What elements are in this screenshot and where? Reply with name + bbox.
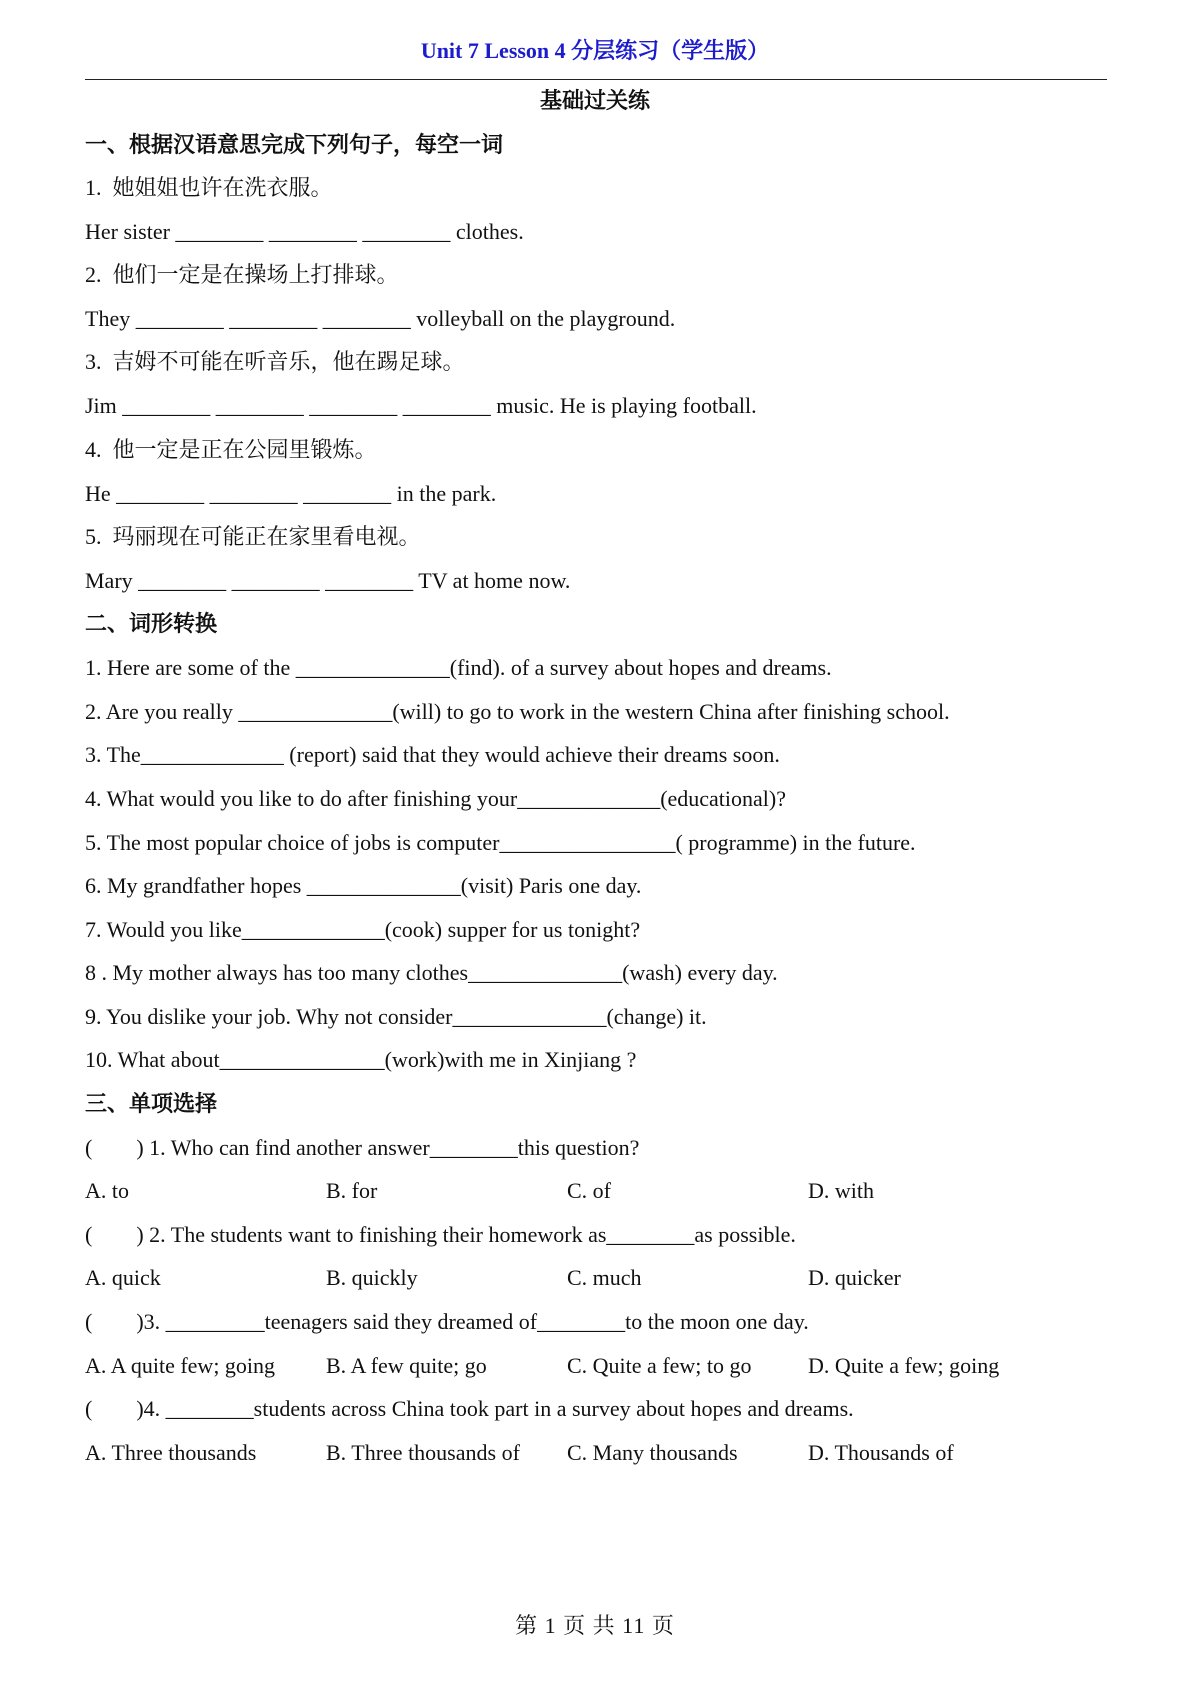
section1-item-2-english: They ________ ________ ________ volleyball on the playground.	[85, 306, 676, 331]
section2-item-1: 1. Here are some of the ______________(find). of a survey about hopes and dreams.	[85, 655, 832, 680]
section2-item-3: 3. The_____________ (report) said that they would achieve their dreams soon.	[85, 742, 780, 767]
document-title: Unit 7 Lesson 4 分层练习（学生版）	[420, 38, 770, 63]
section3-question-4-option-a: A. Three thousands	[85, 1440, 257, 1465]
section2-item-10: 10. What about_______________(work)with me in Xinjiang ?	[85, 1047, 637, 1072]
page-number-footer: 第 1 页 共 11 页	[515, 1613, 675, 1638]
section2-item-6: 6. My grandfather hopes ______________(visit) Paris one day.	[85, 873, 642, 898]
section3-question-1-option-a: A. to	[85, 1178, 129, 1203]
section3-question-2-stem: ( ) 2. The students want to finishing their homework as________as possible.	[85, 1222, 796, 1247]
section3-question-4-stem: ( )4. ________students across China took part in a survey about hopes and dreams.	[85, 1396, 854, 1421]
section3-question-3-option-c: C. Quite a few; to go	[567, 1353, 752, 1378]
section3-question-2-option-d: D. quicker	[808, 1265, 901, 1290]
section3-question-2-option-b: B. quickly	[326, 1265, 418, 1290]
section2-heading: 二、词形转换	[85, 611, 218, 636]
section3-question-3-option-d: D. Quite a few; going	[808, 1353, 1000, 1378]
section1-item-3-english: Jim ________ ________ ________ ________ music. He is playing football.	[85, 393, 757, 418]
section3-question-1-option-c: C. of	[567, 1178, 611, 1203]
section1-item-5-english: Mary ________ ________ ________ TV at home now.	[85, 568, 571, 593]
section1-heading: 一、根据汉语意思完成下列句子，每空一词	[85, 132, 504, 157]
header-divider	[85, 79, 1107, 80]
section3-question-1-option-d: D. with	[808, 1178, 874, 1203]
section1-item-1-chinese: 1. 她姐姐也许在洗衣服。	[85, 175, 333, 200]
section3-question-4-option-b: B. Three thousands of	[326, 1440, 520, 1465]
section2-item-7: 7. Would you like_____________(cook) supper for us tonight?	[85, 917, 641, 942]
section2-item-4: 4. What would you like to do after finishing your_____________(educational)?	[85, 786, 787, 811]
section3-question-3-option-a: A. A quite few; going	[85, 1353, 276, 1378]
section3-question-2-option-a: A. quick	[85, 1265, 161, 1290]
section1-item-4-english: He ________ ________ ________ in the park.	[85, 481, 497, 506]
section2-item-2: 2. Are you really ______________(will) to go to work in the western China after finishing school.	[85, 699, 950, 724]
section3-question-4-option-d: D. Thousands of	[808, 1440, 954, 1465]
section2-item-8: 8 . My mother always has too many clothes______________(wash) every day.	[85, 960, 778, 985]
section2-item-5: 5. The most popular choice of jobs is computer________________( programme) in the future.	[85, 830, 916, 855]
section-group-title: 基础过关练	[539, 88, 650, 113]
section3-question-4-option-c: C. Many thousands	[567, 1440, 738, 1465]
section1-item-5-chinese: 5. 玛丽现在可能正在家里看电视。	[85, 524, 421, 549]
section3-question-3-stem: ( )3. _________teenagers said they dreamed of________to the moon one day.	[85, 1309, 809, 1334]
section1-item-4-chinese: 4. 他一定是正在公园里锻炼。	[85, 437, 377, 462]
section3-question-3-option-b: B. A few quite; go	[326, 1353, 487, 1378]
section3-question-2-option-c: C. much	[567, 1265, 642, 1290]
section1-item-1-english: Her sister ________ ________ ________ clothes.	[85, 219, 524, 244]
section3-question-1-option-b: B. for	[326, 1178, 378, 1203]
section3-heading: 三、单项选择	[85, 1091, 218, 1116]
section2-item-9: 9. You dislike your job. Why not consider______________(change) it.	[85, 1004, 707, 1029]
section1-item-3-chinese: 3. 吉姆不可能在听音乐，他在踢足球。	[85, 349, 465, 374]
section3-question-1-stem: ( ) 1. Who can find another answer________this question?	[85, 1135, 640, 1160]
section1-item-2-chinese: 2. 他们一定是在操场上打排球。	[85, 262, 399, 287]
